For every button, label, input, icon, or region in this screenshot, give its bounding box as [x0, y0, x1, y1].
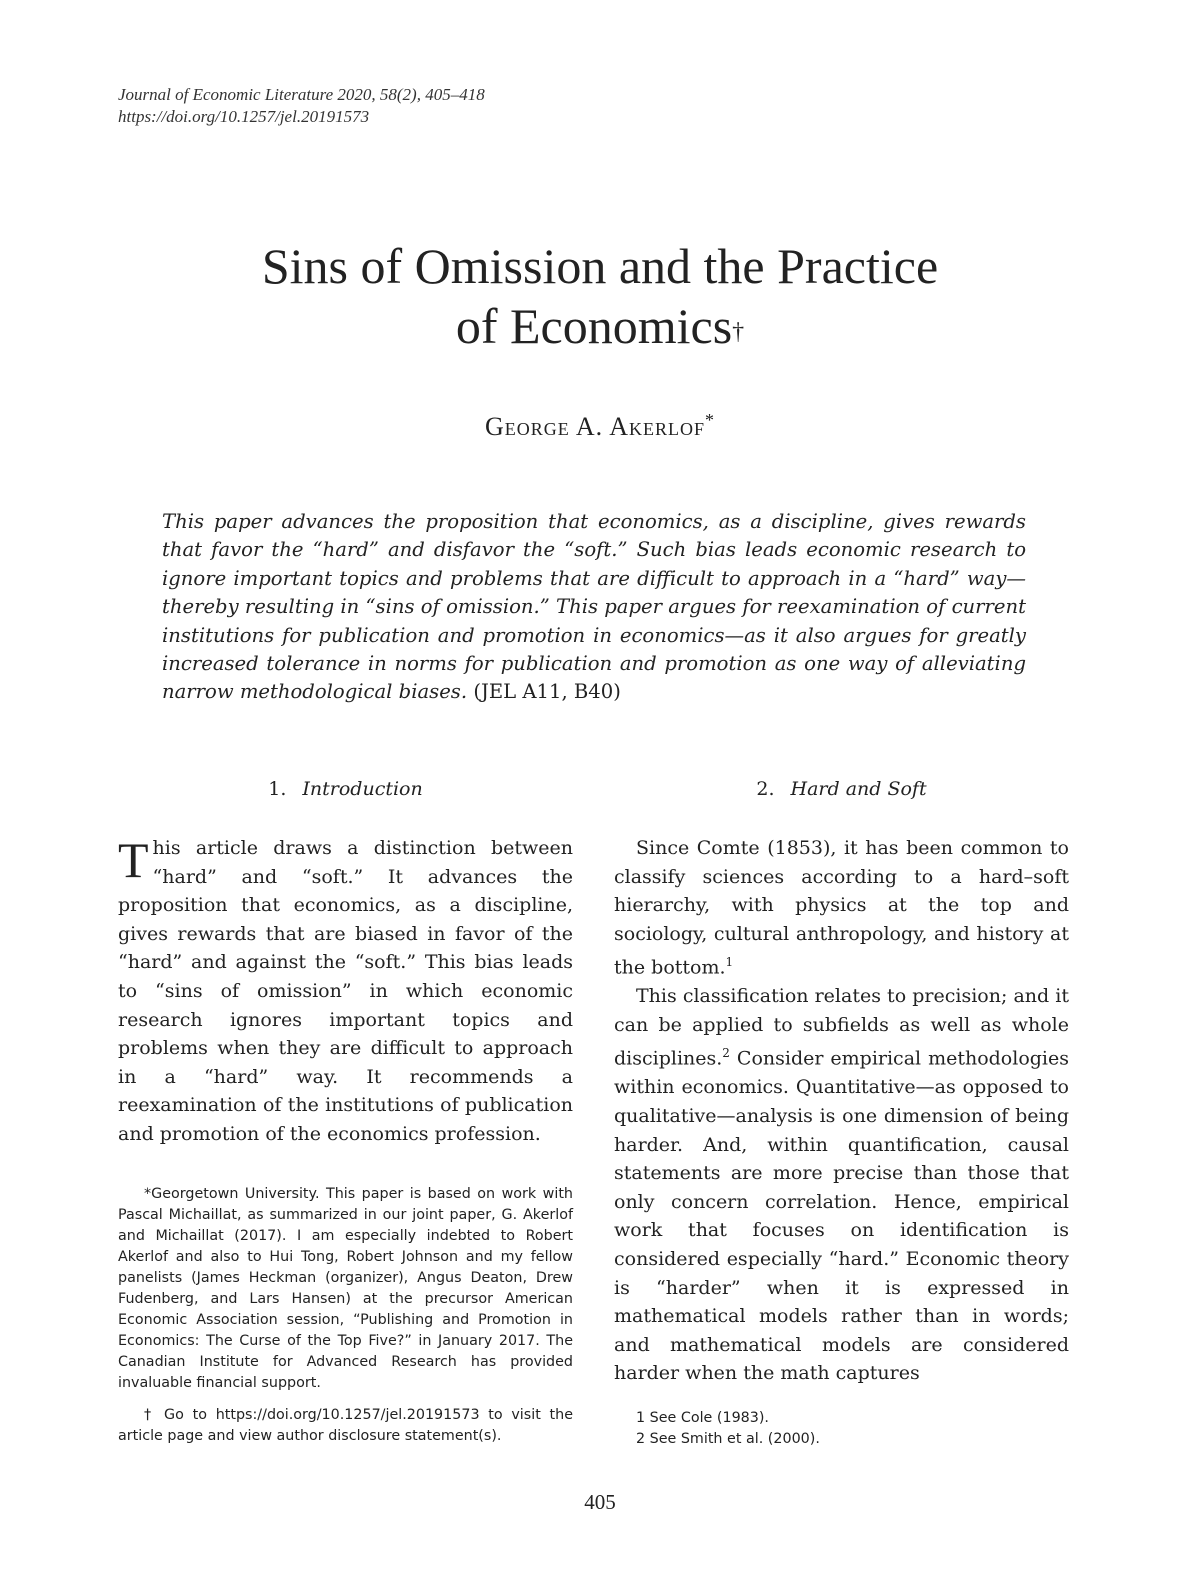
footnote-ref-1: 1 [725, 955, 734, 970]
section-1-heading [118, 775, 573, 803]
title-line-2 [100, 296, 1100, 356]
left-column [118, 775, 573, 1149]
journal-doi: https://doi.org/10.1257/jel.20191573 [118, 107, 370, 126]
footnote-ref-2: 2 [722, 1046, 730, 1061]
footnote-2: 2 See Smith et al. (2000). [636, 1431, 820, 1447]
section-2-heading [614, 775, 1069, 803]
section-1-number: 1. [268, 778, 287, 800]
right-footnotes [614, 1408, 1069, 1450]
right-column [614, 775, 1069, 1388]
title-dagger: † [732, 319, 745, 345]
jel-codes: (JEL A11, B40) [473, 680, 621, 704]
section-2-para-2a-text: This classification relates to precision; and it can be applied to subfields as well as whole disciplines. [614, 985, 1069, 1070]
section-2-number: 2. [756, 778, 775, 800]
journal-citation: Journal of Economic Literature 2020, 58(2), 405–418 [118, 85, 485, 104]
page-number: 405 [584, 1490, 616, 1514]
abstract [162, 508, 1026, 707]
article-title [100, 236, 1100, 356]
section-2-paragraph-2 [614, 982, 1069, 1388]
dagger-footnote: † Go to https://doi.org/10.1257/jel.20191573 to visit the article page and view author disclosure statement(s). [118, 1407, 573, 1444]
section-2-para-2b-text: Consider empirical methodologies within economics. Quantitative—as opposed to qualitative—analysis is one dimension of being harder. And, within quantification, causal statements are more precise than those that only concern correlation. Hence, empirical work that focuses on identification is considered especially “hard.” Economic theory is “harder” when it is expressed in mathematical models rather than in words; and mathematical models are considered harder when the math captures [614, 1047, 1069, 1385]
section-1-title: Introduction [302, 778, 423, 800]
author-marker: * [704, 410, 715, 430]
journal-header [118, 84, 718, 128]
footnote-1: 1 See Cole (1983). [636, 1410, 769, 1426]
section-2-paragraph-1 [614, 834, 1069, 982]
abstract-text: This paper advances the proposition that economics, as a discipline, gives rewards that favor the “hard” and disfavor the “soft.” Such bias leads economic research to ignore important topics and problems that are difficult to approach in a “hard” way—thereby resulting in “sins of omission.” This paper argues for reexamination of current institutions for publication and promotion in economics—as it also argues for greatly increased tolerance in norms for publication and promotion as one way of alleviating narrow methodological biases. [162, 510, 1026, 704]
section-1-body [118, 834, 573, 1149]
left-footnotes [118, 1184, 573, 1447]
affiliation-footnote: *Georgetown University. This paper is based on work with Pascal Michaillat, as summarized in our joint paper, G. Akerlof and Michaillat (2017). I am especially indebted to Robert Akerlof and also to Hui Tong, Robert Johnson and my fellow panelists (James Heckman (organizer), Angus Deaton, Drew Fudenberg, and Lars Hansen) at the precursor American Economic Association session, “Publishing and Promotion in Economics: The Curse of the Top Five?” in January 2017. The Canadian Institute for Advanced Research has provided invaluable financial support. [118, 1186, 573, 1391]
author-name: George A. Akerlof [485, 412, 705, 441]
drop-cap: T [118, 832, 149, 888]
title-line-1: Sins of Omission and the Practice [261, 238, 939, 294]
author-byline [100, 412, 1100, 442]
section-2-title: Hard and Soft [790, 778, 927, 800]
section-2-para-1-text: Since Comte (1853), it has been common to classify sciences according to a hard–soft hierarchy, with physics at the top and sociology, cultural anthropology, and history at the bottom. [614, 837, 1069, 979]
title-line-2-text: of Economics [455, 298, 733, 354]
section-2-body [614, 834, 1069, 1388]
intro-paragraph [118, 834, 573, 1149]
intro-text: his article draws a distinction between “hard” and “soft.” It advances the proposition that economics, as a discipline, gives rewards that are biased in favor of the “hard” and against the “soft.” This bias leads to “sins of omission” in which economic research ignores important topics and problems when they are difficult to approach in a “hard” way. It recommends a reexamination of the institutions of publication and promotion of the economics profession. [118, 837, 573, 1145]
